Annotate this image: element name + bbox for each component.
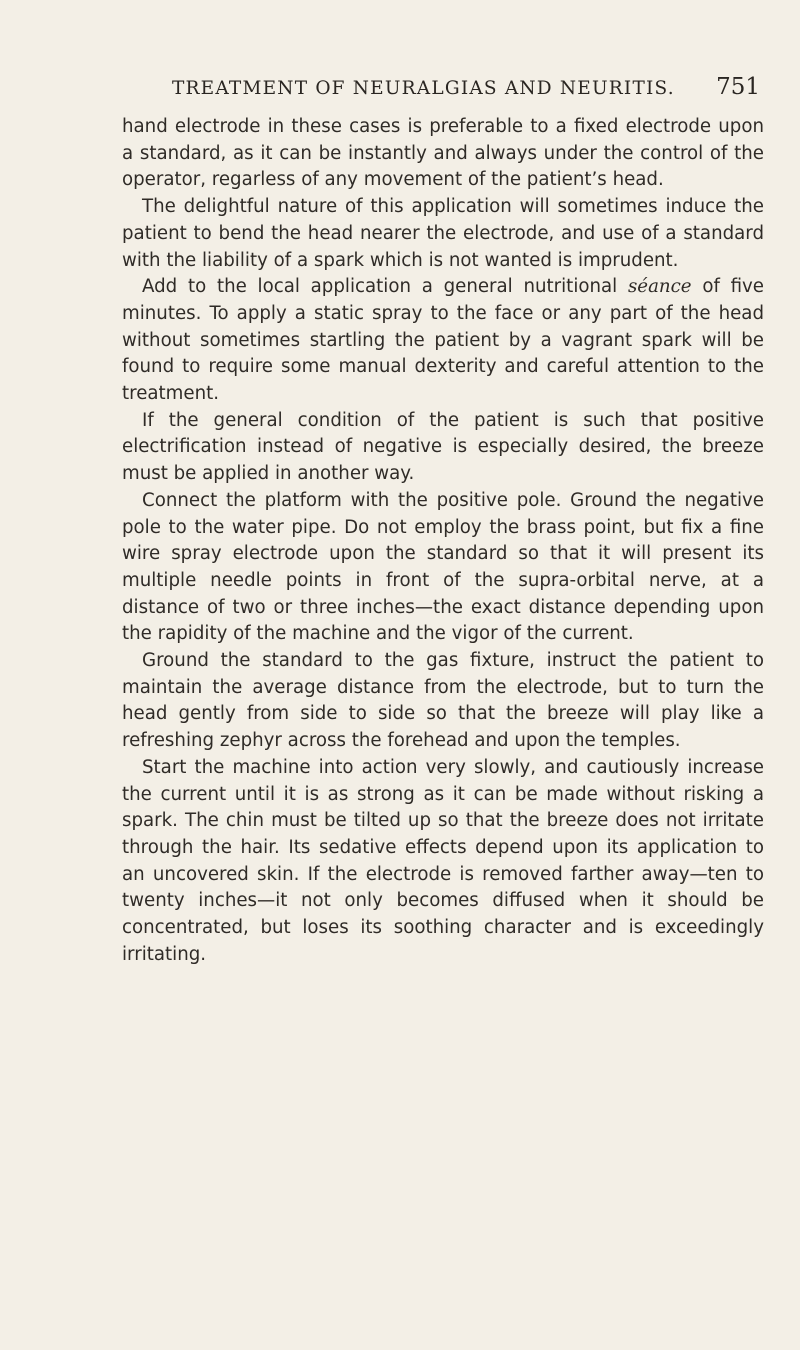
paragraph-6: Ground the standard to the gas fixture, instruct the patient to maintain the average distance from the electrode, but to turn the head gently from side to side so that the breeze will play like a refreshing zephyr across the forehead and upon the temples. (122, 650, 764, 752)
paragraph-2: The delightful nature of this application will sometimes induce the patient to bend the head nearer the electrode, and use of a standard with the liability of a spark which is not wanted is imprudent. (122, 196, 764, 271)
paragraph-3-italic-term: séance (627, 276, 692, 298)
paragraph-1: hand electrode in these cases is preferable to a fixed electrode upon a standard, as it can be instantly and always under the control of the operator, regarless of any movement of the patient’s head. (122, 116, 764, 191)
paragraph-5: Connect the platform with the positive pole. Ground the negative pole to the water pipe. Do not employ the brass point, but fix a fine wire spray electrode upon the standard so that it will present its multiple needle points in front of the supra-orbital nerve, at a distance of two or three inches—the exact distance depending upon the rapidity of the machine and the vigor of the current. (122, 489, 764, 645)
paragraph-3 (122, 274, 764, 408)
paragraph-3-text-before: Add to the local application a general nutritional (142, 276, 628, 298)
paragraph-3-text-after: of five minutes. To apply a static spray to the face or any part of the head without sometimes startling the patient by a vagrant spark will be found to require some manual dexterity and careful attention to the treatment. (122, 276, 764, 405)
running-header (120, 76, 760, 106)
body-text (122, 114, 764, 969)
paragraph-4: If the general condition of the patient is such that positive electrification instead of negative is especially desired, the breeze must be applied in another way. (122, 409, 764, 485)
page-number: 751 (716, 74, 760, 100)
running-title: TREATMENT OF NEURALGIAS AND NEURITIS. (172, 78, 675, 99)
paragraph-7: Start the machine into action very slowly, and cautiously increase the current until it is as strong as it can be made without risking a spark. The chin must be tilted up so that the breeze does not irritate through the hair. Its sedative effects depend upon its application to an uncovered skin. If the electrode is removed farther away—ten to twenty inches—it not only becomes diffused when it should be concentrated, but loses its soothing character and is exceedingly irritating. (122, 756, 764, 965)
